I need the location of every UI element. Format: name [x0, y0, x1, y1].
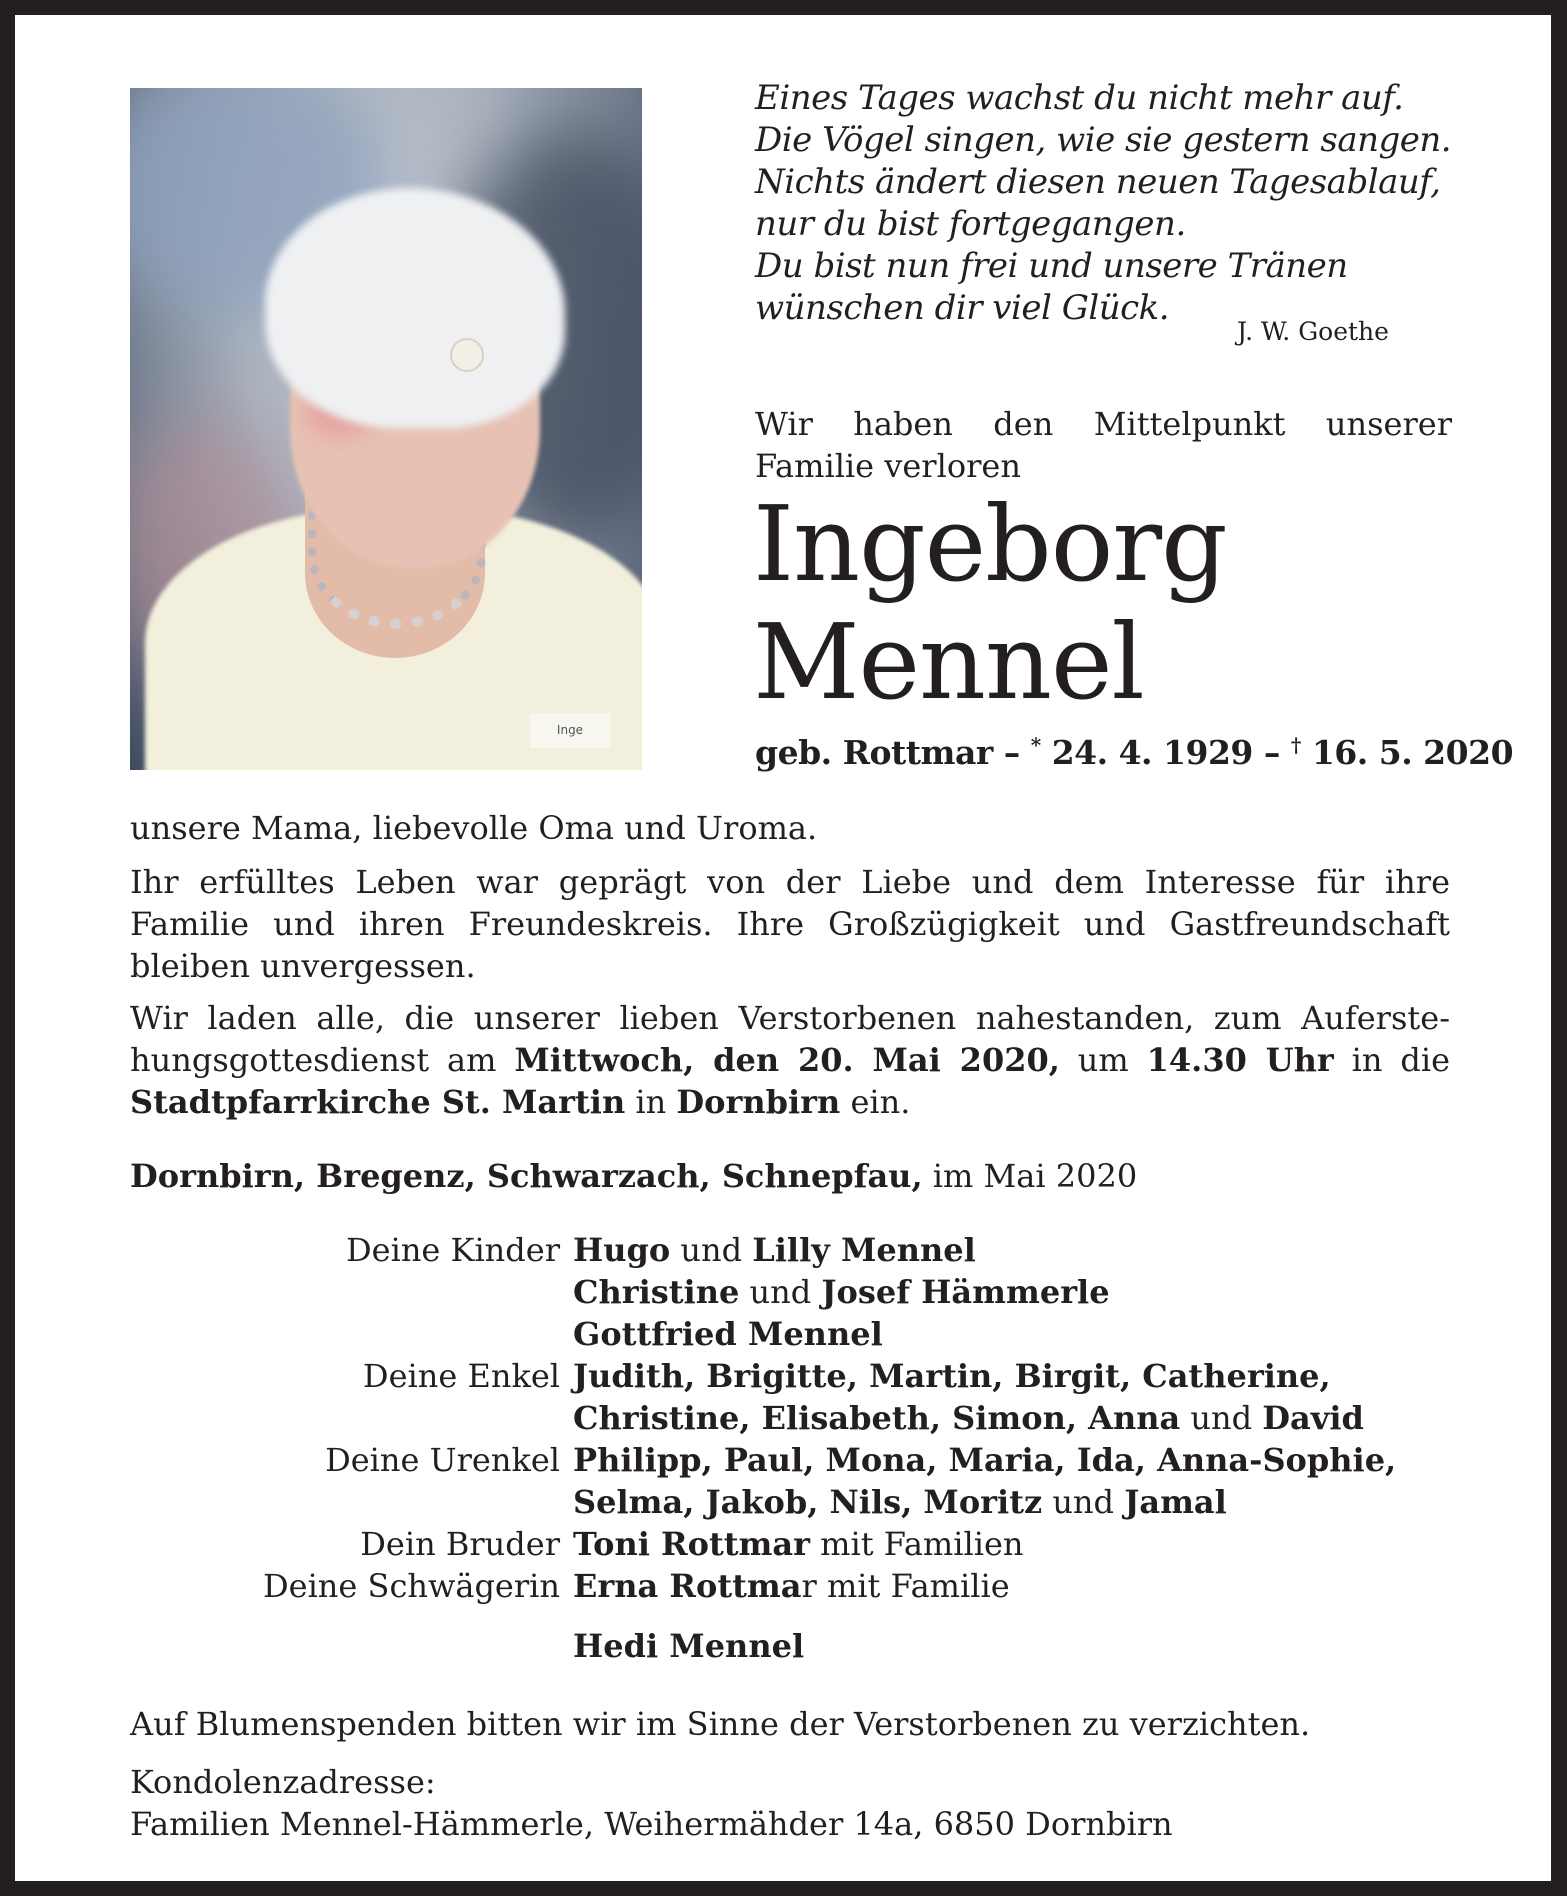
intro-line-2: Familie verloren: [755, 447, 1021, 485]
text: ein.: [840, 1083, 911, 1121]
family-relation-label: [130, 1397, 573, 1439]
family-row: [130, 1523, 1396, 1565]
family-extra-name: Hedi Mennel: [573, 1627, 805, 1665]
family-member-name: Gottfried Mennel: [573, 1315, 883, 1353]
connector-text: r mit Familie: [801, 1567, 1010, 1605]
condolence-label: Kondolenzadresse:: [130, 1763, 436, 1801]
photo-name-tag: Inge: [530, 713, 610, 748]
family-row: [130, 1439, 1396, 1481]
intro-text: [755, 403, 1452, 487]
obituary-notice: [15, 15, 1551, 1881]
family-row: [130, 1229, 1396, 1271]
intro-line-1: [755, 403, 1452, 445]
connector-text: und: [739, 1273, 822, 1311]
photo-earring: [450, 338, 484, 372]
family-relation-label: [130, 1481, 573, 1523]
family-names: [573, 1565, 1010, 1607]
family-member-name: Erna Rottma: [573, 1567, 802, 1605]
text: Wir laden alle, die unserer lieben Verstorbenen nahestanden, zum Auferste- hungsgottesdienst am: [130, 999, 1450, 1079]
connector-text: und: [1042, 1483, 1125, 1521]
intro-word: Wir: [755, 405, 813, 443]
service-invitation: [130, 997, 1450, 1123]
family-names: [573, 1355, 1331, 1397]
text: um: [1059, 1041, 1147, 1079]
family-relation-label: [130, 1313, 573, 1355]
family-member-name: Toni Rottmar: [573, 1525, 810, 1563]
family-relation-label: Deine Urenkel: [325, 1441, 560, 1479]
family-relation-label: Deine Kinder: [345, 1231, 560, 1269]
last-name: Mennel: [753, 601, 1144, 723]
poem: [755, 77, 1451, 329]
service-time: 14.30 Uhr: [1146, 1041, 1334, 1079]
family-row: [130, 1565, 1396, 1607]
family-names: [573, 1481, 1227, 1523]
intro-word: Mittelpunkt: [1093, 405, 1286, 443]
poem-line: Die Vögel singen, wie sie gestern sangen.: [755, 120, 1452, 160]
service-date: Mittwoch, den 20. Mai 2020,: [514, 1041, 1060, 1079]
service-town: Dornbirn: [676, 1083, 841, 1121]
connector-text: und: [1180, 1399, 1263, 1437]
family-member-name: Lilly Mennel: [752, 1231, 976, 1269]
poem-author: J. W. Goethe: [1237, 317, 1389, 346]
intro-word: unserer: [1325, 405, 1452, 443]
poem-line: nur du bist fortgegangen.: [755, 204, 1186, 244]
family-names: [573, 1397, 1364, 1439]
family-member-name: Judith, Brigitte, Martin, Birgit, Catherine,: [573, 1357, 1331, 1395]
portrait-photo: [130, 88, 642, 770]
family-member-name: Josef Hämmerle: [821, 1273, 1110, 1311]
place-date-line: [130, 1155, 1450, 1197]
intro-word: haben: [853, 405, 953, 443]
birth-date: 24. 4. 1929 –: [1051, 733, 1280, 772]
family-member-name: Selma, Jakob, Nils, Moritz: [573, 1483, 1043, 1521]
family-member-name: Philipp, Paul, Mona, Maria, Ida, Anna-Sophie,: [573, 1441, 1397, 1479]
first-name: Ingeborg: [753, 483, 1227, 605]
family-row: [130, 1481, 1396, 1523]
family-member-name: Christine: [573, 1273, 740, 1311]
poem-line: Nichts ändert diesen neuen Tagesablauf,: [755, 162, 1441, 202]
month-year: im Mai 2020: [922, 1157, 1138, 1195]
family-row: [130, 1355, 1396, 1397]
condolence-address: [130, 1761, 1173, 1845]
connector-text: mit Familien: [810, 1525, 1024, 1563]
service-church: Stadtpfarrkirche St. Martin: [130, 1083, 626, 1121]
family-relation-label: Deine Schwägerin: [262, 1567, 560, 1605]
family-member-name: Christine, Elisabeth, Simon, Anna: [573, 1399, 1181, 1437]
places: Dornbirn, Bregenz, Schwarzach, Schnepfau,: [130, 1157, 923, 1195]
body-paragraph-2: Ihr erfülltes Leben war geprägt von der Liebe und dem Interesse für ihre Familie und ihren Freundeskreis. Ihre Großzügigkeit und Gastfreundschaft bleiben unvergessen.: [130, 863, 1450, 985]
birth-star-icon: *: [1030, 733, 1041, 757]
family-row: [130, 1271, 1396, 1313]
poem-line: Du bist nun frei und unsere Tränen: [755, 246, 1348, 286]
text: in: [625, 1083, 677, 1121]
poem-line: wünschen dir viel Glück.: [755, 288, 1170, 328]
maiden-name: geb. Rottmar –: [755, 733, 1020, 772]
body-paragraph-1: unsere Mama, liebevolle Oma und Uroma.: [130, 809, 818, 847]
intro-word: den: [993, 405, 1054, 443]
family-list: [130, 1229, 1396, 1607]
death-cross-icon: †: [1290, 733, 1301, 757]
family-names: [573, 1271, 1110, 1313]
family-names: [573, 1229, 976, 1271]
family-member-name: Hugo: [573, 1231, 671, 1269]
connector-text: und: [670, 1231, 753, 1269]
family-relation-label: [130, 1271, 573, 1313]
flowers-note: Auf Blumenspenden bitten wir im Sinne der Verstorbenen zu verzichten.: [130, 1705, 1311, 1743]
family-names: [573, 1313, 883, 1355]
family-row: [130, 1397, 1396, 1439]
poem-line: Eines Tages wachst du nicht mehr auf.: [755, 78, 1404, 118]
text: in die: [1333, 1041, 1451, 1079]
family-relation-label: Dein Bruder: [360, 1525, 560, 1563]
life-dates: [755, 733, 1513, 772]
family-names: [573, 1439, 1396, 1481]
death-date: 16. 5. 2020: [1311, 733, 1514, 772]
family-names: [573, 1523, 1023, 1565]
family-member-name: Jamal: [1124, 1483, 1227, 1521]
family-relation-label: Deine Enkel: [362, 1357, 560, 1395]
family-member-name: David: [1262, 1399, 1364, 1437]
family-row: [130, 1313, 1396, 1355]
deceased-name: [753, 485, 1227, 721]
condolence-address-line: Familien Mennel-Hämmerle, Weihermähder 14a, 6850 Dornbirn: [130, 1805, 1173, 1843]
